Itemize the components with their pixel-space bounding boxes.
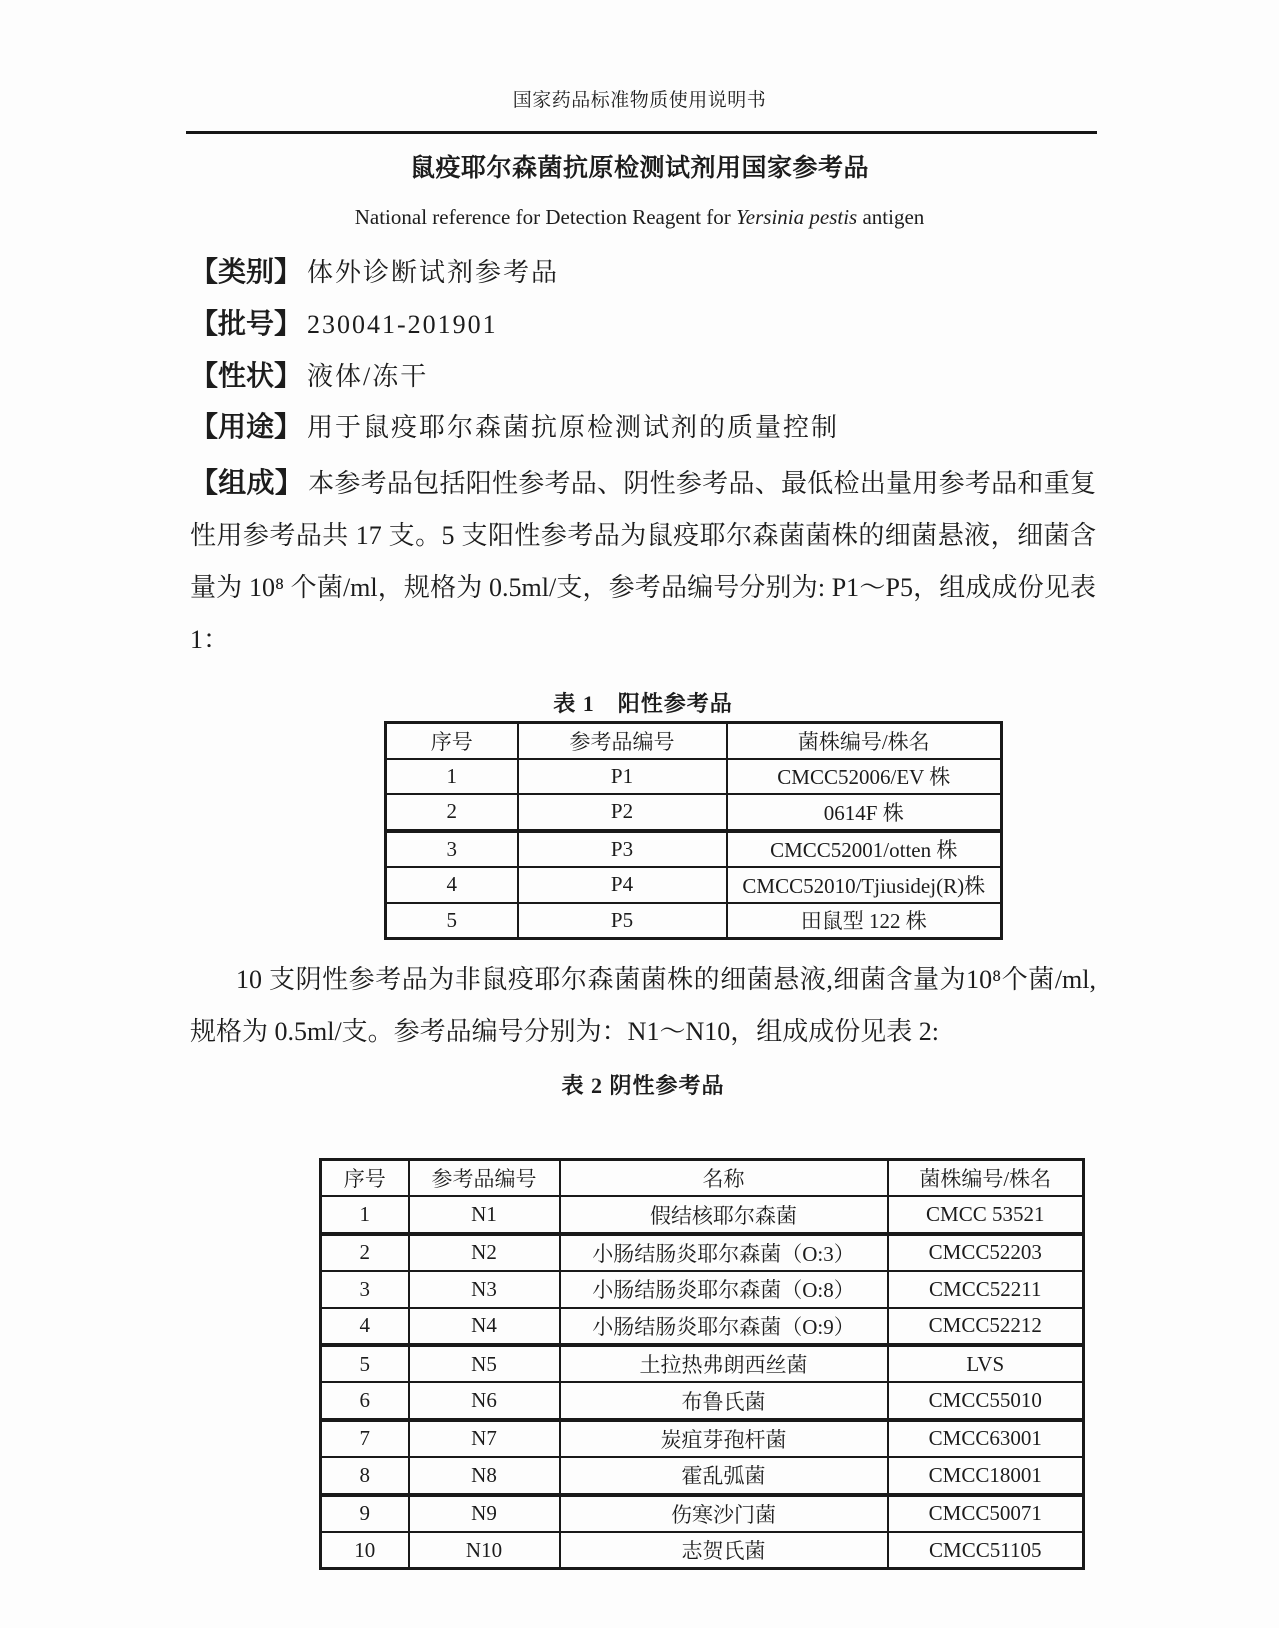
table-cell: P3 <box>518 831 727 868</box>
table-cell: CMCC52010/Tjiusidej(R)株 <box>727 867 1002 903</box>
header-divider <box>186 131 1097 134</box>
table-header-row <box>386 723 1002 759</box>
table-cell: 霍乱弧菌 <box>560 1457 888 1494</box>
field-appearance-value: 液体/冻干 <box>307 362 429 391</box>
table-row <box>321 1345 1084 1382</box>
table-cell: 小肠结肠炎耶尔森菌（O:9） <box>560 1308 888 1345</box>
table-row <box>321 1234 1084 1271</box>
table-cell: N10 <box>409 1532 560 1569</box>
negative-reference-table <box>319 1158 1085 1570</box>
table-header-cell: 参考品编号 <box>518 723 727 759</box>
composition-line: 量为 10⁸ 个菌/ml，规格为 0.5ml/支，参考品编号分别为: P1～P5，组成成份见表 <box>190 573 1096 602</box>
table-cell: P5 <box>518 903 727 939</box>
table2-caption: 表 2 阴性参考品 <box>561 1073 725 1098</box>
table-header-row <box>321 1160 1084 1197</box>
table-cell: P1 <box>518 759 727 795</box>
doc-type-header: 国家药品标准物质使用说明书 <box>512 90 767 111</box>
table-header-cell: 菌株编号/株名 <box>888 1160 1084 1197</box>
table-cell: CMCC52001/otten 株 <box>727 831 1002 868</box>
table-cell: 土拉热弗朗西丝菌 <box>560 1345 888 1382</box>
field-category <box>190 250 559 290</box>
doc-subtitle-english <box>0 205 1279 230</box>
table-cell: 0614F 株 <box>727 794 1002 831</box>
table-cell: 假结核耶尔森菌 <box>560 1196 888 1233</box>
composition-line: 性用参考品共 17 支。5 支阳性参考品为鼠疫耶尔森菌菌株的细菌悬液，细菌含 <box>190 521 1096 550</box>
table-row <box>321 1495 1084 1532</box>
table-row <box>386 759 1002 795</box>
table-cell: 炭疽芽孢杆菌 <box>560 1420 888 1457</box>
table-cell: N1 <box>409 1196 560 1233</box>
table-cell: CMCC18001 <box>888 1457 1084 1494</box>
table-cell: CMCC55010 <box>888 1382 1084 1419</box>
table-cell: CMCC52212 <box>888 1308 1084 1345</box>
table-cell: N9 <box>409 1495 560 1532</box>
table-cell: 5 <box>321 1345 409 1382</box>
field-appearance <box>190 354 428 394</box>
table-cell: N5 <box>409 1345 560 1382</box>
table-cell: 4 <box>386 867 518 903</box>
table-row <box>386 831 1002 868</box>
table-cell: LVS <box>888 1345 1084 1382</box>
table-cell: N4 <box>409 1308 560 1345</box>
field-usage <box>190 405 839 445</box>
table-cell: P4 <box>518 867 727 903</box>
table-cell: 2 <box>321 1234 409 1271</box>
negative-reference-paragraph <box>190 954 1096 1058</box>
table-cell: N8 <box>409 1457 560 1494</box>
table-cell: 5 <box>386 903 518 939</box>
field-category-value: 体外诊断试剂参考品 <box>307 258 560 287</box>
doc-title: 鼠疫耶尔森菌抗原检测试剂用国家参考品 <box>409 155 869 182</box>
table-cell: 志贺氏菌 <box>560 1532 888 1569</box>
table-header-cell: 参考品编号 <box>409 1160 560 1197</box>
table-cell: CMCC52203 <box>888 1234 1084 1271</box>
table-row <box>321 1308 1084 1345</box>
subtitle-text-prefix: National reference for Detection Reagent for <box>354 205 737 229</box>
table-cell: 3 <box>386 831 518 868</box>
composition-line: 1： <box>190 625 230 654</box>
table-cell: 小肠结肠炎耶尔森菌（O:3） <box>560 1234 888 1271</box>
subtitle-species-name: Yersinia pestis <box>736 205 858 229</box>
subtitle-text-suffix: antigen <box>857 205 925 229</box>
table-row <box>386 794 1002 831</box>
table-cell: CMCC63001 <box>888 1420 1084 1457</box>
composition-text: 本参考品包括阳性参考品、阴性参考品、最低检出量用参考品和重复 <box>308 469 1096 498</box>
table-cell: 6 <box>321 1382 409 1419</box>
field-usage-value: 用于鼠疫耶尔森菌抗原检测试剂的质量控制 <box>307 413 840 442</box>
table-cell: CMCC50071 <box>888 1495 1084 1532</box>
table-cell: 小肠结肠炎耶尔森菌（O:8） <box>560 1271 888 1307</box>
table-cell: N6 <box>409 1382 560 1419</box>
table-cell: 1 <box>321 1196 409 1233</box>
field-batch-label: 【批号】 <box>190 309 303 340</box>
table-cell: 7 <box>321 1420 409 1457</box>
table-cell: CMCC51105 <box>888 1532 1084 1569</box>
positive-reference-table <box>384 721 1003 940</box>
table-cell: 4 <box>321 1308 409 1345</box>
table-row <box>321 1196 1084 1233</box>
table1-caption: 表 1 阳性参考品 <box>553 691 733 716</box>
table-cell: CMCC52006/EV 株 <box>727 759 1002 795</box>
table-cell: 伤寒沙门菌 <box>560 1495 888 1532</box>
table-cell: N7 <box>409 1420 560 1457</box>
table-row <box>386 867 1002 903</box>
table-cell: 10 <box>321 1532 409 1569</box>
table-row <box>321 1457 1084 1494</box>
field-usage-label: 【用途】 <box>190 412 303 443</box>
table-cell: CMCC52211 <box>888 1271 1084 1307</box>
table-header-cell: 菌株编号/株名 <box>727 723 1002 759</box>
table-header-cell: 序号 <box>386 723 518 759</box>
table-row <box>321 1382 1084 1419</box>
table-cell: 1 <box>386 759 518 795</box>
field-appearance-label: 【性状】 <box>190 361 303 392</box>
table-cell: 8 <box>321 1457 409 1494</box>
table-row <box>321 1271 1084 1307</box>
field-category-label: 【类别】 <box>190 257 303 288</box>
paragraph-line: 规格为 0.5ml/支。参考品编号分别为：N1～N10，组成成份见表 2: <box>190 1017 939 1046</box>
composition-line <box>190 458 1096 510</box>
paragraph-line: 10 支阴性参考品为非鼠疫耶尔森菌菌株的细菌悬液,细菌含量为10⁸个菌/ml, <box>236 965 1096 994</box>
table-header-cell: 序号 <box>321 1160 409 1197</box>
table-row <box>386 903 1002 939</box>
table-cell: P2 <box>518 794 727 831</box>
table-cell: N3 <box>409 1271 560 1307</box>
field-batch-value: 230041-201901 <box>307 310 498 339</box>
table-cell: 田鼠型 122 株 <box>727 903 1002 939</box>
table-cell: N2 <box>409 1234 560 1271</box>
table-cell: 9 <box>321 1495 409 1532</box>
table-cell: CMCC 53521 <box>888 1196 1084 1233</box>
table-row <box>321 1420 1084 1457</box>
field-composition-label: 【组成】 <box>190 468 304 499</box>
field-composition <box>190 458 1096 666</box>
table-header-cell: 名称 <box>560 1160 888 1197</box>
field-batch-number <box>190 302 498 342</box>
table-cell: 2 <box>386 794 518 831</box>
table-cell: 3 <box>321 1271 409 1307</box>
table-cell: 布鲁氏菌 <box>560 1382 888 1419</box>
table-row <box>321 1532 1084 1569</box>
